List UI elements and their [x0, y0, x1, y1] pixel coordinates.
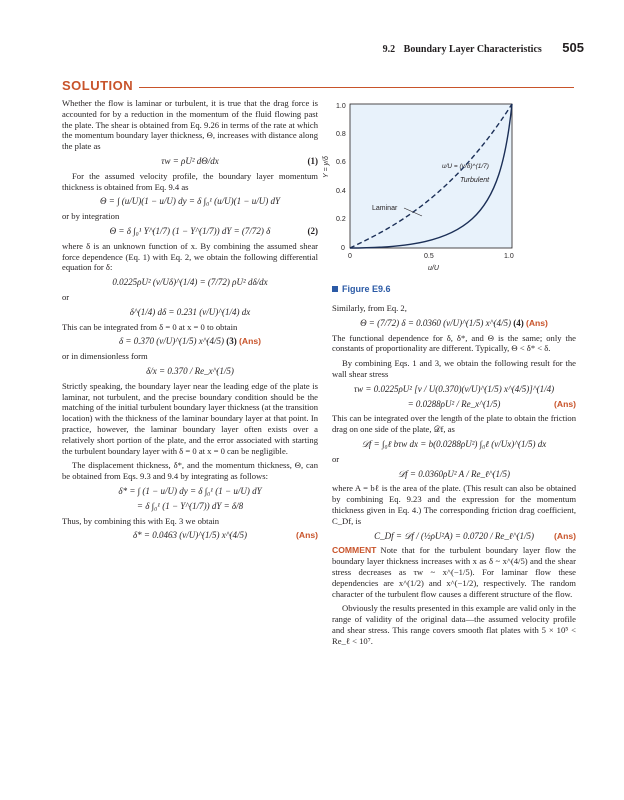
equation-3 [62, 336, 318, 347]
x-axis-label: u/U [428, 265, 439, 272]
equation-number: (2) [307, 225, 318, 236]
figure-caption [332, 284, 391, 294]
paragraph: Similarly, from Eq. 2, [332, 303, 407, 313]
equation-displacement-3 [62, 530, 318, 541]
equation-number: (3) [226, 336, 237, 347]
turbulent-label: Turbulent [460, 177, 490, 184]
profile-equation-label: u/U = (y/δ)^(1/7) [442, 163, 489, 170]
equation-cdf [332, 531, 576, 542]
equation-number: (4) [513, 317, 524, 328]
answer-label: (Ans) [554, 398, 576, 409]
right-column [332, 303, 576, 651]
equation-text: δ* = 0.0463 (ν/U)^(1/5) x^(4/5) [132, 530, 248, 541]
equation-text: Θ = (7/72) δ = 0.0360 (ν/U)^(1/5) x^(4/5) [360, 317, 511, 328]
equation-tau-2 [332, 399, 576, 410]
solution-title: SOLUTION [62, 78, 139, 93]
equation-1 [62, 156, 318, 167]
paragraph: For the assumed velocity profile, the boundary layer momentum thickness is obtained from Eq. 9.4 as [62, 170, 318, 192]
paragraph: Obviously the results presented in this example are valid only in the range of validity of the original data—the assumed velocity profile and shear stress. This range covers smooth flat plates with 5 × 10⁵ < Re_ℓ < 10⁷. [332, 603, 576, 646]
comment-heading: COMMENT [332, 545, 377, 556]
equation-4 [332, 318, 576, 329]
equation-text: C_Df = 𝒟f / (½ρU²A) = 0.0720 / Re_ℓ^(1/5) [374, 530, 534, 541]
paragraph: By combining Eqs. 1 and 3, we obtain the following result for the wall shear stress [332, 358, 576, 379]
y-tick: 1.0 [336, 103, 346, 110]
answer-label: (Ans) [239, 336, 262, 347]
x-tick: 0.5 [424, 253, 434, 260]
paragraph: The displacement thickness, δ*, and the momentum thickness, Θ, can be obtained from Eqs. 9.3 and 9.4 by integrating as follows: [62, 460, 318, 482]
paragraph: This can be integrated over the length of the plate to obtain the friction drag on one side of the plate, 𝒟f, as [332, 413, 576, 435]
figure-e9-6 [323, 98, 576, 298]
y-tick: 0.6 [336, 159, 346, 166]
page-number: 505 [562, 40, 584, 55]
paragraph: This can be integrated from δ = 0 at x = 0 to obtain [62, 321, 238, 332]
equation-dimensionless: δ/x = 0.370 / Re_x^(1/5) [146, 365, 234, 376]
equation-theta: Θ = ∫ (u/U)(1 − u/U) dy = δ ∫₀¹ (u/U)(1 − u/U) dY [100, 196, 280, 207]
answer-label: (Ans) [296, 530, 318, 541]
paragraph: or by integration [62, 211, 120, 222]
paragraph: where A = bℓ is the area of the plate. (This result can also be obtained by combining Eq. 9.23 and the expression for the momentum thickness given in Eq. 4.) The corresponding friction drag coefficient, C_Df, is [332, 483, 576, 526]
paragraph: The functional dependence for δ, δ*, and Θ is the same; only the constants of proportionality are different. Typically, Θ < δ* < δ. [332, 332, 576, 354]
velocity-profile-plot [323, 98, 576, 282]
paragraph: where δ is an unknown function of x. By combining the assumed shear force dependence (Eq. 1) with Eq. 2, we obtain the following differential equation for δ: [62, 240, 318, 273]
equation-displacement-2: = δ ∫₀¹ (1 − Y^(1/7)) dY = δ/8 [136, 500, 244, 511]
equation-text: Θ = δ ∫₀¹ Y^(1/7) (1 − Y^(1/7)) dY = (7/72) δ [109, 225, 271, 236]
y-tick: 0.8 [336, 131, 346, 138]
y-axis-label: Y = y/δ [323, 156, 330, 178]
equation-drag-1: 𝒟f = ∫₀ℓ bτw dx = b(0.0288ρU²) ∫₀ℓ (ν/Ux)^(1/5) dx [361, 438, 547, 449]
x-tick: 1.0 [504, 253, 514, 260]
paragraph: or [332, 453, 340, 464]
equation-text: = 0.0288ρU² / Re_x^(1/5) [407, 398, 501, 409]
paragraph: Whether the flow is laminar or turbulent, it is true that the drag force is accounted for by a reduction in the momentum of the fluid flowing past the plate. The shear is obtained from Eq. 9.26 in terms of the rate at which the momentum boundary layer thickness, Θ, increases with distance along the plate as [62, 98, 318, 152]
section-number: 9.2 [382, 44, 396, 55]
comment-paragraph [332, 545, 576, 599]
solution-heading [62, 78, 574, 93]
running-header [383, 40, 584, 55]
caption-text: Figure E9.6 [342, 284, 391, 294]
equation-number: (1) [307, 155, 318, 166]
equation-tau-1: τw = 0.0225ρU² [ν / U(0.370)(ν/U)^(1/5) x^(4/5)]^(1/4) [353, 383, 555, 394]
equation-text: τw = ρU² dΘ/dx [161, 155, 219, 166]
paragraph: Strictly speaking, the boundary layer near the leading edge of the plate is laminar, not turbulent, and the precise boundary condition should be the matching of the initial turbulent boundary layer thickness (at the transition location) with the thickness of the laminar boundary layer at that point. In practice, however, the laminar boundary layer often exists over a relatively short portion of the plate, and the error associated with starting the turbulent boundary layer with δ = 0 at x = 0 can be negligible. [62, 380, 318, 456]
answer-label: (Ans) [554, 530, 576, 541]
y-tick: 0.4 [336, 188, 346, 195]
x-tick: 0 [348, 253, 352, 260]
section-title: Boundary Layer Characteristics [403, 44, 542, 55]
equation-diff: 0.0225ρU² (ν/Uδ)^(1/4) = (7/72) ρU² dδ/dx [112, 277, 268, 288]
y-tick: 0.2 [336, 216, 346, 223]
paragraph: or [62, 291, 70, 302]
caption-marker [332, 286, 338, 292]
plot-area [350, 104, 512, 248]
comment-text: Note that for the turbulent boundary layer flow the boundary layer thickness increases with x as δ ~ x^(4/5) and the shear stress decreases as τw ~ x^(−1/5). For laminar flow these dependencies are x^(1/2) and x^(−1/2), respectively. The random character of the turbulent flow causes a different structure of the flow. [332, 545, 576, 599]
equation-2 [62, 226, 318, 237]
laminar-label: Laminar [372, 205, 398, 212]
equation-displacement-1: δ* = ∫ (1 − u/U) dy = δ ∫₀¹ (1 − u/U) dY [118, 485, 262, 496]
paragraph: Thus, by combining this with Eq. 3 we obtain [62, 515, 220, 526]
paragraph: or in dimensionless form [62, 351, 148, 362]
equation-text: δ = 0.370 (ν/U)^(1/5) x^(4/5) [118, 336, 225, 347]
left-column [62, 98, 318, 545]
equation-drag-2: 𝒟f = 0.0360ρU² A / Re_ℓ^(1/5) [398, 468, 510, 479]
y-tick: 0 [341, 245, 345, 252]
equation-separated: δ^(1/4) dδ = 0.231 (ν/U)^(1/4) dx [129, 306, 251, 317]
answer-label: (Ans) [525, 317, 548, 328]
